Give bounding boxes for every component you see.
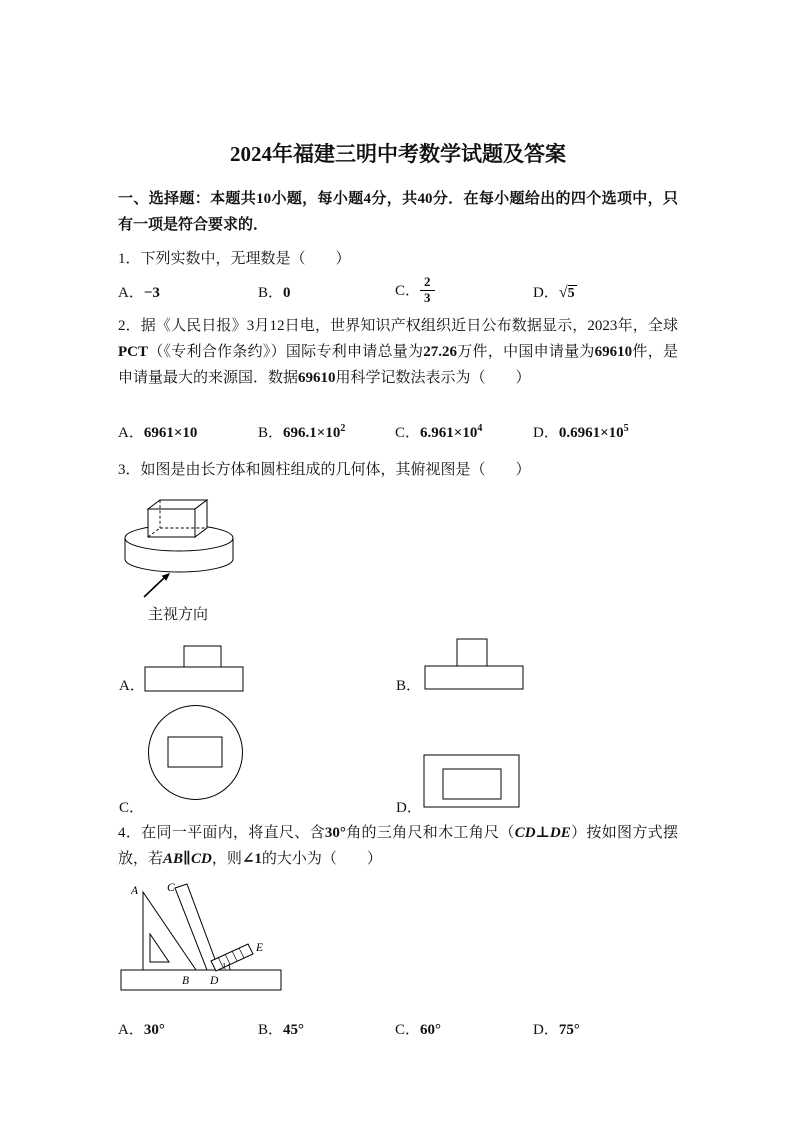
q4-ruler-svg — [120, 882, 290, 1000]
q4-stem — [118, 820, 678, 872]
q3-option-figures — [118, 638, 678, 816]
q2-stem-part: （《专利合作条约》）国际专利申请总量为 — [148, 343, 424, 360]
q2-stem-part: 用科学记数法表示为（ ） — [335, 369, 531, 386]
q2-option-c — [395, 421, 533, 442]
q2-stem-number: 69610 — [298, 369, 336, 386]
q3-option-c-figure — [147, 704, 244, 801]
q2-option-b-value: $696.1\times 10^2$ — [283, 423, 346, 442]
q2-option-a-value: 6961×10 — [143, 425, 198, 442]
sqrt-five — [559, 285, 577, 301]
q4-option-d-value: 75° — [558, 1022, 580, 1039]
q2-stem-part: 件，是申请量最大的来源国．数据 — [118, 343, 678, 386]
q1-option-b-label: B． — [258, 284, 284, 301]
q2-option-c-value: $6.961\times 10^4$ — [420, 423, 483, 442]
q4-option-a — [118, 1018, 258, 1039]
q3-option-d-label: D． — [396, 799, 422, 816]
q2-option-d-value: $0.6961\times 10^5$ — [558, 423, 629, 442]
q2-stem-pct: PCT — [118, 343, 148, 360]
q3-option-b-label: B． — [396, 677, 422, 694]
q3-stem: 3．如图是由长方体和圆柱组成的几何体，其俯视图是（ ） — [118, 461, 531, 478]
q3-solid-figure — [122, 491, 678, 624]
q4-option-c-value: 60° — [420, 1022, 442, 1039]
box-front-face — [148, 509, 195, 537]
fraction-denominator: 3 — [424, 289, 431, 305]
q1-stem: 1．下列实数中，无理数是（ ） — [118, 251, 351, 267]
q1-option-a-value: −3 — [143, 284, 160, 301]
q1-option-c — [395, 276, 533, 307]
q3-solid-svg — [122, 491, 240, 601]
q2-option-c-label: C． — [395, 425, 421, 442]
q2-options — [118, 417, 678, 447]
carpenter-square — [211, 944, 253, 971]
q4-stem-angle1: ∠1 — [241, 850, 262, 867]
q2-option-d-label: D． — [533, 425, 559, 442]
q4-option-b — [258, 1018, 395, 1039]
q4-stem-ab-parallel-cd: AB∥CD — [163, 850, 212, 867]
q4-stem-part: ，则 — [211, 850, 242, 867]
radical-sign: √ — [558, 283, 568, 301]
q4-stem-part: 角的三角尺和木工角尺（ — [345, 824, 515, 841]
q4-option-c-label: C． — [395, 1022, 421, 1039]
point-c-label: C — [167, 881, 175, 894]
q3-option-c-label: C． — [119, 799, 145, 816]
point-a-label: A — [131, 884, 139, 897]
point-e-label: E — [256, 941, 264, 954]
q4-option-a-label: A． — [118, 1022, 144, 1039]
page-title: 2024年福建三明中考数学试题及答案 — [230, 142, 566, 166]
section1-header: 一、选择题：本题共10小题，每小题4分，共40分．在每小题给出的四个选项中，只有一项是符合要求的． — [118, 191, 678, 233]
q4-option-d-label: D． — [533, 1022, 559, 1039]
q1-option-d — [533, 281, 678, 302]
q1-option-d-label: D． — [533, 284, 559, 301]
q1-options — [118, 276, 678, 307]
q4-stem-part: 的大小为（ ） — [261, 850, 382, 867]
q4-stem-angle30: 30° — [324, 824, 346, 841]
cylinder-bottom-arc — [125, 559, 233, 572]
q2-option-b — [258, 421, 395, 442]
fraction-two-thirds — [420, 275, 435, 306]
q2-option-a-label: A． — [118, 425, 144, 442]
straight-ruler — [121, 970, 281, 990]
q1-option-c-label: C． — [395, 282, 421, 299]
q4-stem-part: 4．在同一平面内，将直尺、含 — [118, 824, 325, 841]
q1-option-b-value: 0 — [283, 284, 291, 301]
q3-option-b-figure — [424, 638, 524, 690]
q2-stem-part: 万件，中国申请量为 — [457, 343, 595, 360]
point-d-label: D — [210, 974, 219, 987]
view-direction-arrow-icon — [144, 573, 170, 597]
q1-option-a-label: A． — [118, 284, 144, 301]
angle-1-label: 1 — [222, 960, 227, 971]
q4-option-d — [533, 1018, 678, 1039]
q2-stem-number: 27.26 — [423, 343, 458, 360]
radicand: 5 — [567, 285, 575, 301]
q4-option-c — [395, 1018, 533, 1039]
q2-stem — [118, 313, 678, 391]
fraction-numerator: 2 — [420, 275, 435, 291]
document-content — [118, 140, 678, 1050]
q2-option-b-label: B． — [258, 425, 284, 442]
q2-option-d — [533, 421, 678, 442]
q2-option-a — [118, 421, 258, 442]
q2-stem-part: 2．据《人民日报》3月12日电，世界知识产权组织近日公布数据显示，2023年，全球 — [118, 317, 678, 334]
q4-stem-cd-perp-de: CD⊥DE — [514, 824, 571, 841]
q3-option-d-figure — [423, 754, 520, 808]
q3-option-a-figure — [144, 645, 244, 692]
q4-option-b-label: B． — [258, 1022, 284, 1039]
q4-option-b-value: 45° — [283, 1022, 305, 1039]
q4-ruler-figure — [120, 882, 678, 1000]
q2-stem-number: 69610 — [594, 343, 633, 360]
q3-option-a-label: A． — [119, 677, 145, 694]
point-b-label: B — [182, 974, 190, 987]
q4-option-a-value: 30° — [143, 1022, 165, 1039]
q4-stem-part: ）按如图方式摆放，若 — [118, 824, 678, 867]
q1-option-b — [258, 281, 395, 302]
q4-options — [118, 1014, 678, 1044]
q1-option-a — [118, 281, 258, 302]
q3-view-direction-label: 主视方向 — [148, 606, 209, 623]
